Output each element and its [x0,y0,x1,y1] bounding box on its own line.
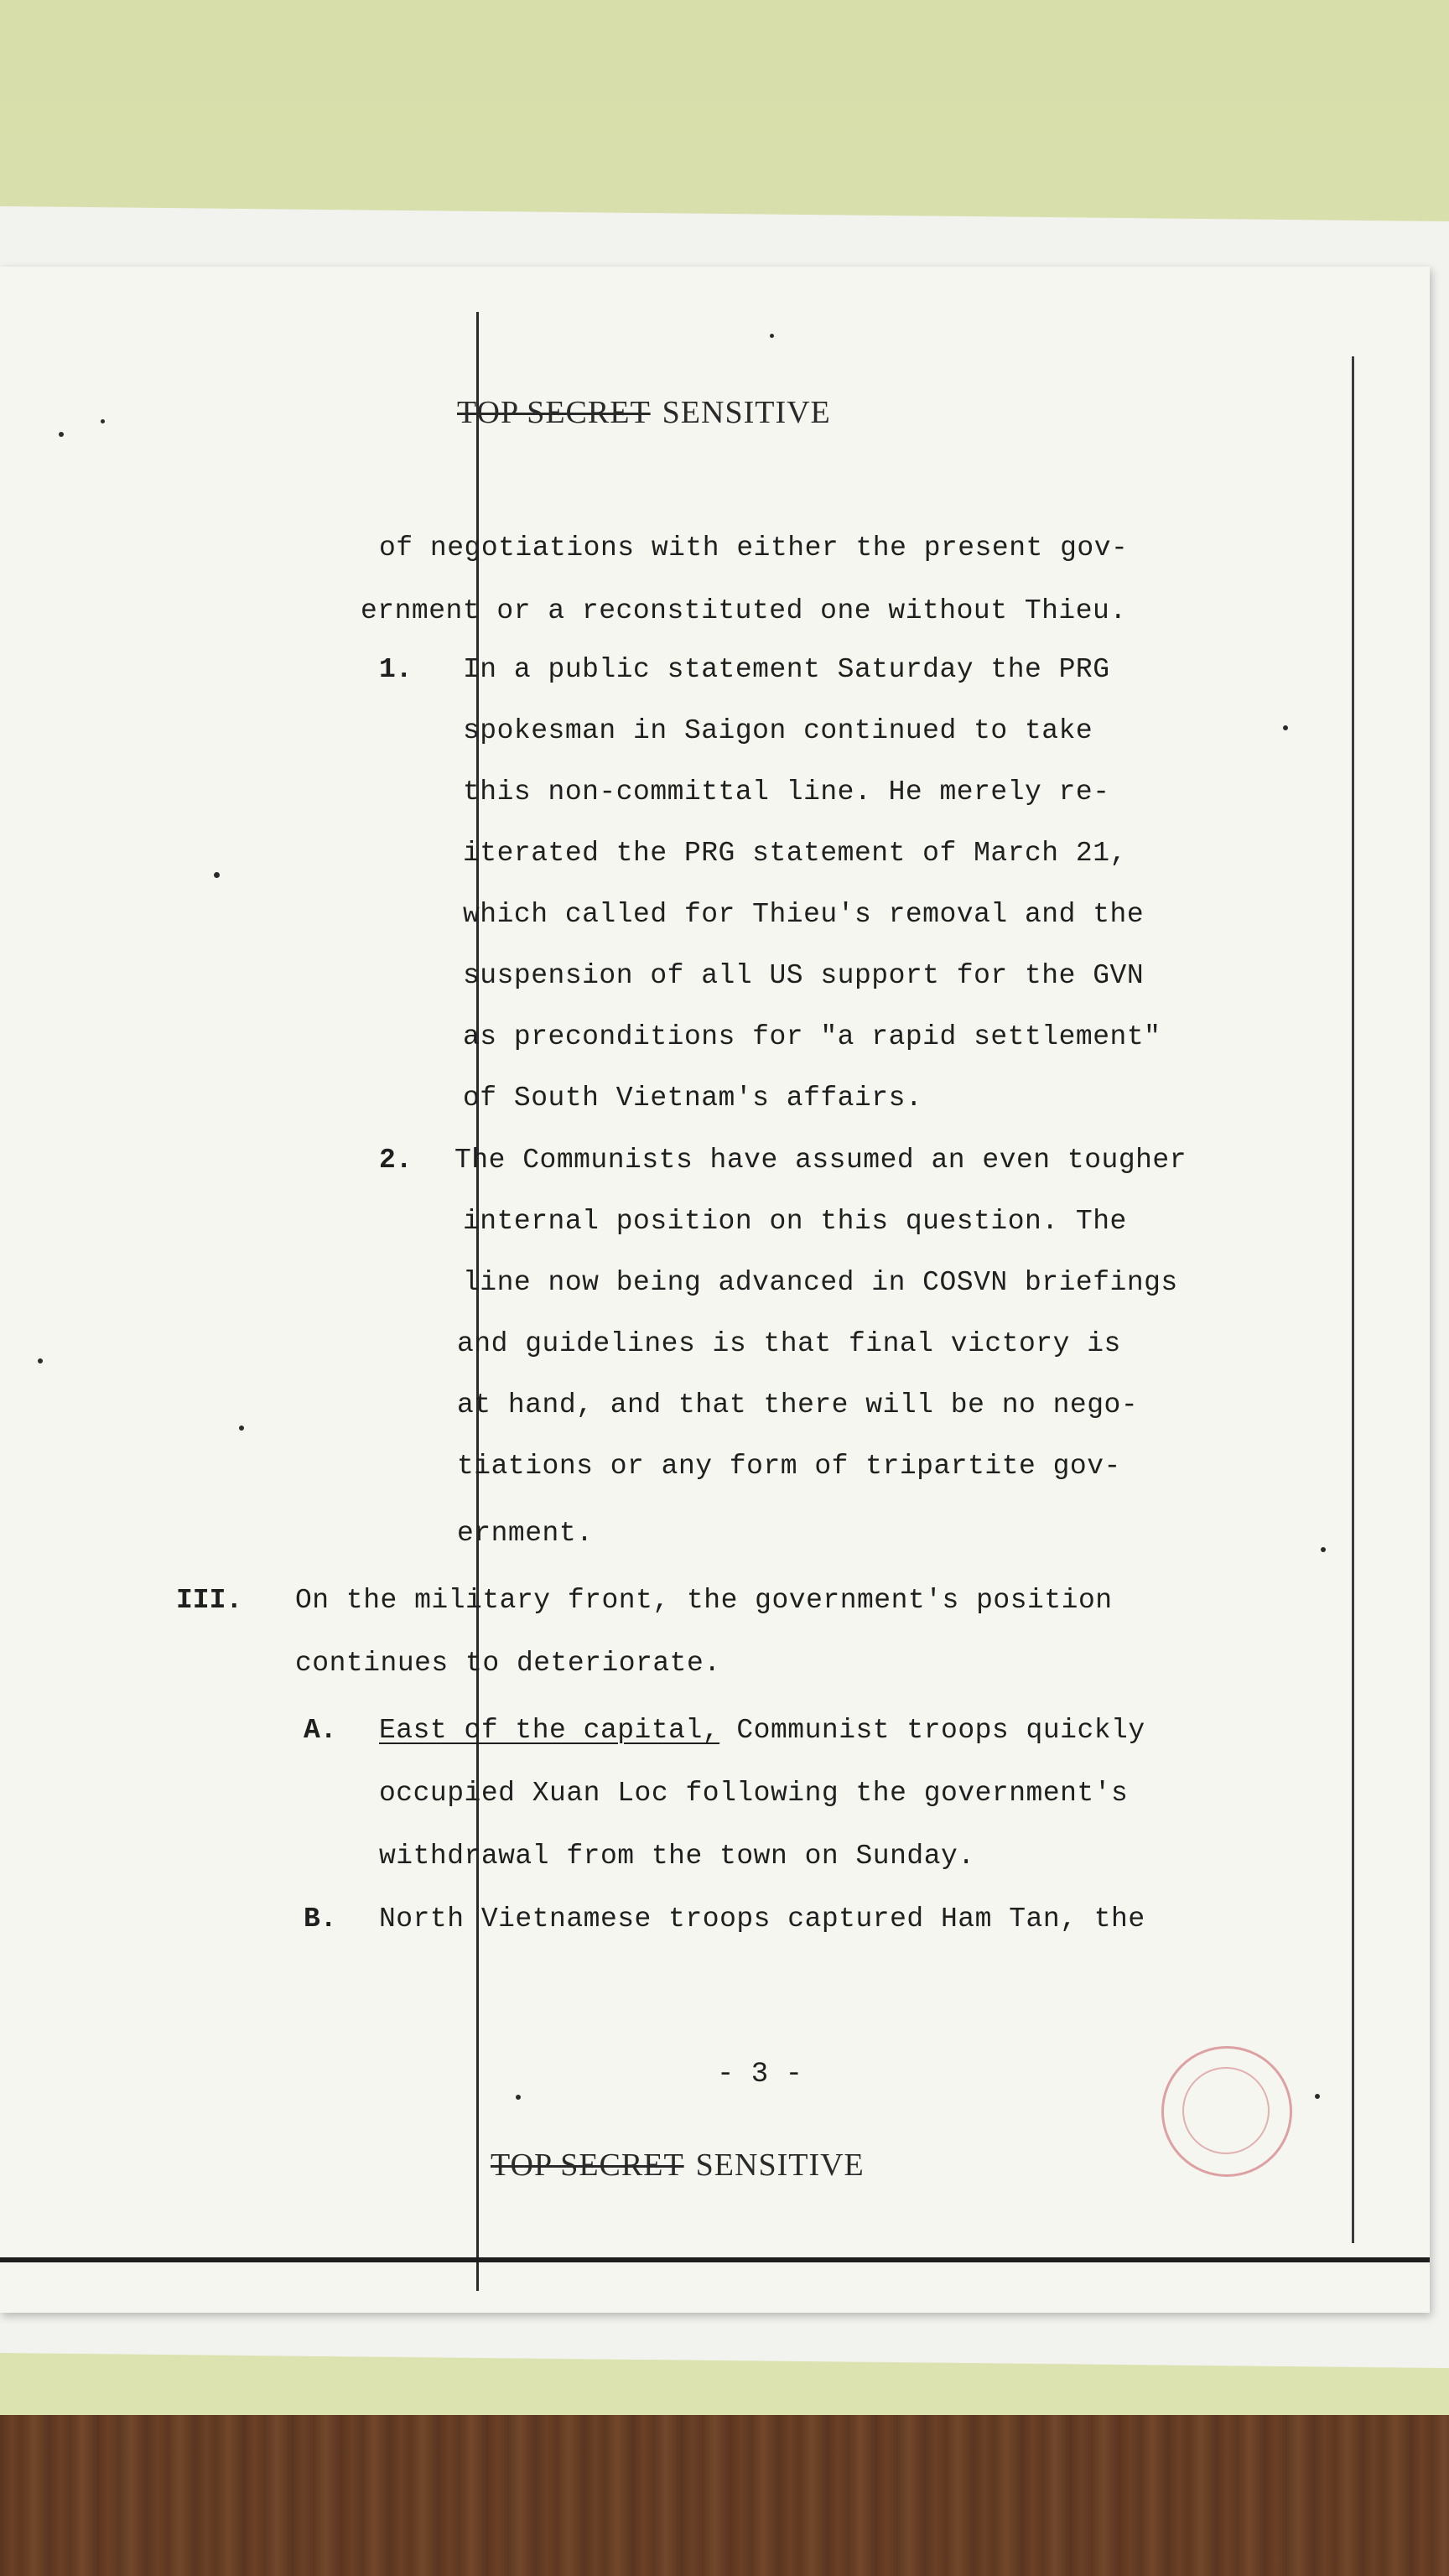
copier-speck [1283,725,1288,730]
library-stamp-inner-ring [1182,2067,1270,2154]
text-line: iterated the PRG statement of March 21, [463,838,1127,869]
header-struck-classification: TOP SECRET [457,395,651,430]
text-line: at hand, and that there will be no nego- [457,1389,1139,1420]
text-line: and guidelines is that final victory is [457,1328,1121,1359]
text-line: which called for Thieu's removal and the [463,899,1145,930]
copier-speck [214,872,220,878]
text-line: tiations or any form of tripartite gov- [457,1451,1121,1482]
copier-speck [59,432,64,437]
item-marker-2: 2. [379,1145,413,1176]
text-line: In a public statement Saturday the PRG [463,654,1110,685]
copier-speck [516,2095,521,2100]
footer-struck-classification: TOP SECRET [491,2148,684,2183]
text-line: this non-committal line. He merely re- [463,776,1110,808]
text-line: suspension of all US support for the GVN [463,960,1145,991]
header-classification [457,394,831,431]
text-line-continuation: Communist troops quickly [719,1715,1145,1746]
text-line: continues to deteriorate. [295,1648,721,1679]
copier-speck [1315,2094,1320,2099]
footer-classification [491,2147,865,2184]
text-line: ernment or a reconstituted one without Thieu. [361,595,1127,626]
text-line: line now being advanced in COSVN briefings [463,1267,1178,1298]
text-line: of negotiations with either the present gov- [379,532,1129,564]
section-marker-iii: III. [176,1585,243,1616]
item-marker-a: A. [304,1715,337,1746]
text-line: as preconditions for "a rapid settlement" [463,1021,1161,1052]
footer-classification-label: SENSITIVE [695,2148,865,2183]
copier-speck [1321,1547,1326,1552]
wood-table [0,2415,1449,2576]
item-marker-b: B. [304,1903,337,1935]
text-line: internal position on this question. The [463,1206,1127,1237]
copier-speck [770,334,774,338]
library-stamp [1161,2046,1292,2177]
text-line: The Communists have assumed an even tougher [454,1145,1187,1176]
page-number: - 3 - [717,2059,803,2090]
copier-speck [38,1358,43,1363]
page-right-edge [1352,356,1354,2243]
text-line: occupied Xuan Loc following the government's [379,1778,1129,1809]
copier-speck [101,419,105,423]
copier-speck [239,1426,244,1431]
item-marker-1: 1. [379,654,413,685]
text-line: of South Vietnam's affairs. [463,1083,923,1114]
text-line: ernment. [457,1518,594,1549]
header-classification-label: SENSITIVE [662,395,831,430]
page-bottom-edge [0,2257,1430,2262]
text-line: North Vietnamese troops captured Ham Tan, the [379,1903,1145,1935]
text-line: spokesman in Saigon continued to take [463,715,1093,746]
text-line: withdrawal from the town on Sunday. [379,1841,975,1872]
text-line: On the military front, the government's position [295,1585,1113,1616]
underlined-location-phrase: East of the capital, [379,1715,720,1746]
text-line-first-part [379,1715,1145,1746]
